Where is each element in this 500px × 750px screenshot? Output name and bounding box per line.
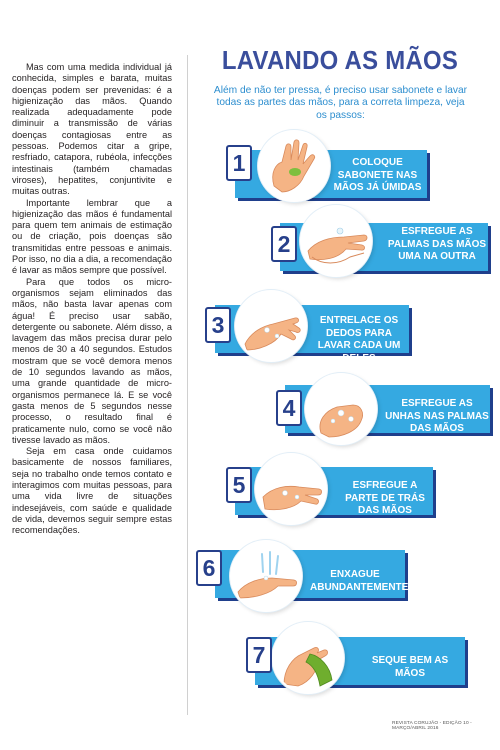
article-text: [12, 62, 172, 536]
step-number: 2: [271, 226, 297, 262]
column-divider: [187, 55, 188, 715]
step-label: ESFREGUE A PARTE DE TRÁS DAS MÃOS: [345, 480, 425, 516]
interlaced-fingers-icon: [235, 290, 307, 362]
article-paragraph-2: Importante lembrar que a higienização das mãos é fundamental para quem tem animais de estimação ou de criação, pois doenças são transmitidas entre pessoas e animais. Por isso, no dia a dia, a recomendação é lavar as mãos sempre que possível.: [12, 197, 172, 276]
step-label: ENXAGUE ABUNDANTEMENTE: [310, 569, 409, 593]
hand-with-soap-icon: [258, 130, 330, 202]
rinsing-hands-icon: [230, 540, 302, 612]
rubbing-palms-icon: [300, 205, 372, 277]
page-footer: REVISTA CORUJÃO - EDIÇÃO 10 - MARÇO/ABRIL 2016: [392, 721, 472, 731]
article-paragraph-4: Seja em casa onde cuidamos basicamente de nossos familiares, seja no trabalho onde temos contato e interagimos com muitas pessoas, para uma vida livre de situações indesejáveis, com saúde e qualidade de vida, devemos seguir sempre estas recomendações.: [12, 446, 172, 536]
infographic-title: LAVANDO AS MÃOS: [221, 45, 459, 75]
step-number: 4: [276, 390, 302, 426]
step-number: 7: [246, 637, 272, 673]
step-label: ESFREGUE AS UNHAS NAS PALMAS DAS MÃOS: [385, 398, 489, 434]
article-paragraph-3: Para que todos os micro-organismos sejam eliminados das mãos, não basta lavar apenas com água! É preciso usar sabão, detergente ou sabonete. Além disso, a lavagem das mãos precisa durar pelo menos de 30 a 40 segundos. Estudos mostram que se você demora menos de 10 segundos lavando as mãos, uma grande quantidade de micro-organismos permanece lá. E se você gasta menos de 5 segundos nesse processo, o resultado final é praticamente nulo, como se você não tivesse lavado as mãos.: [12, 276, 172, 445]
step-label: ESFREGUE AS PALMAS DAS MÃOS UMA NA OUTRA: [387, 226, 487, 262]
step-label: SEQUE BEM AS MÃOS: [371, 655, 449, 679]
step-number: 1: [226, 145, 252, 181]
nails-on-palm-icon: [305, 373, 377, 445]
step-number: 6: [196, 550, 222, 586]
step-label: COLOQUE SABONETE NAS MÃOS JÁ ÚMIDAS: [333, 157, 422, 193]
step-label: ENTRELACE OS DEDOS PARA LAVAR CADA UM DELES: [317, 315, 401, 364]
drying-hands-icon: [272, 622, 344, 694]
article-paragraph-1: Mas com uma medida individual já conhecida, simples e barata, muitas doenças podem ser prevenidas: é a higienização das mãos. Quando realizada adequadamente pode diminuir a transmissão de várias doenças contagiosas entre as pessoas. Podemos citar a gripe, resfriado, catapora, rubéola, infecções intestinais (também chamadas viroses), hepatites, conjuntivite e muitas outras.: [12, 62, 172, 197]
step-number: 5: [226, 467, 252, 503]
back-of-hands-icon: [255, 453, 327, 525]
infographic-subtitle: Além de não ter pressa, é preciso usar sabonete e lavar todas as partes das mãos, para a correta limpeza, veja os passos:: [213, 85, 468, 121]
step-number: 3: [205, 307, 231, 343]
